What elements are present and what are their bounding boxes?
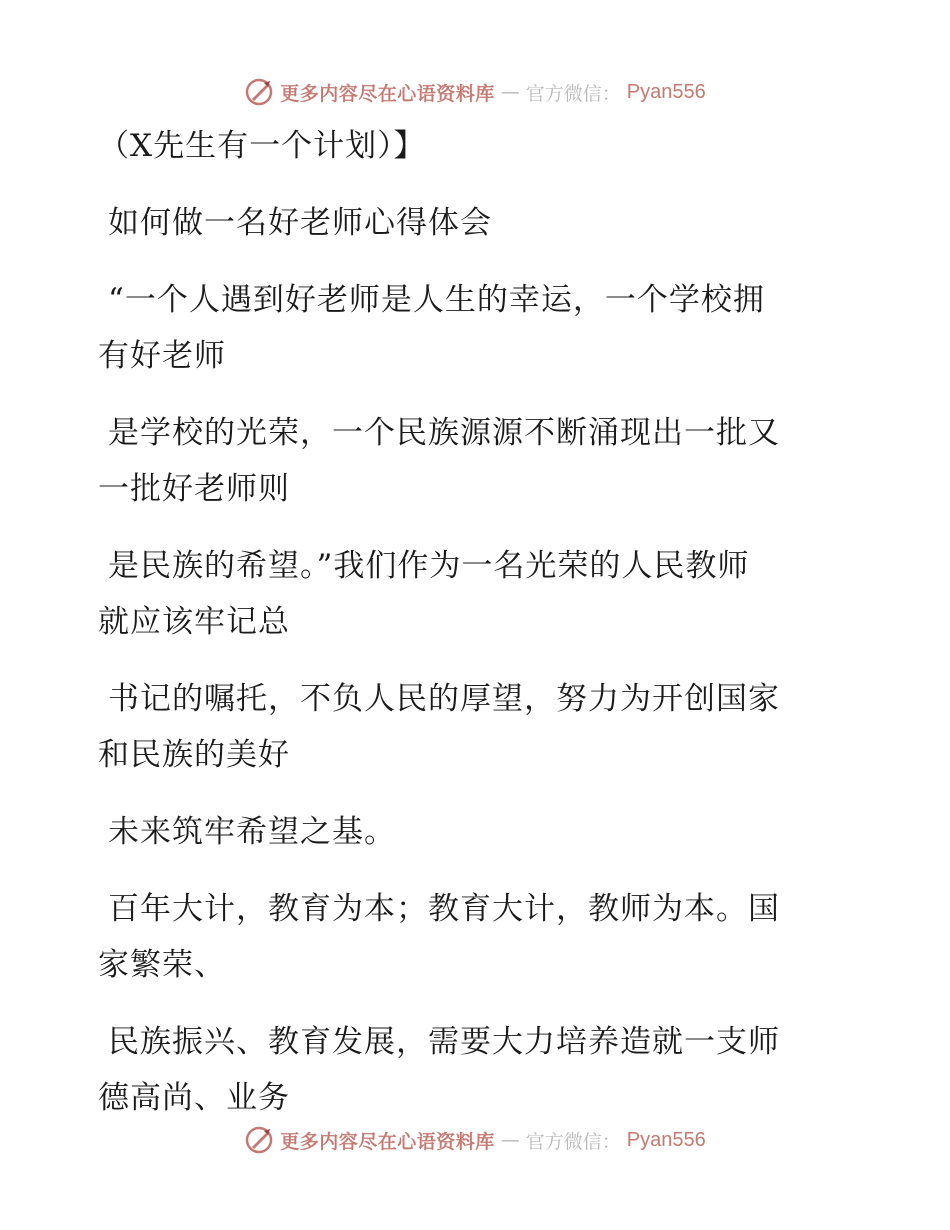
paragraph-line: “一个人遇到好老师是人生的幸运，一个学校拥 bbox=[108, 282, 765, 318]
watermark-site-text: 更多内容尽在心语资料库 bbox=[280, 1130, 495, 1153]
paragraph-line: 有好老师 bbox=[98, 338, 226, 374]
watermark-wechat-id: Pyan556 bbox=[626, 80, 706, 103]
document-body bbox=[98, 118, 838, 1147]
watermark-separator: — bbox=[500, 81, 520, 103]
watermark-wechat-label: 官方微信： bbox=[525, 82, 621, 105]
paragraph-line: 德高尚、业务 bbox=[98, 1080, 290, 1116]
quill-pen-logo-icon bbox=[244, 1125, 274, 1155]
paragraph-line: 家繁荣、 bbox=[98, 947, 226, 983]
paragraph-line: 民族振兴、教育发展，需要大力培养造就一支师 bbox=[108, 1024, 780, 1060]
paragraph bbox=[98, 881, 838, 993]
paragraph-line: （X先生有一个计划）】 bbox=[98, 128, 426, 164]
paragraph bbox=[98, 1014, 838, 1126]
watermark-site-text: 更多内容尽在心语资料库 bbox=[280, 82, 495, 105]
paragraph bbox=[98, 118, 838, 174]
paragraph bbox=[98, 538, 838, 650]
paragraph-line: 一批好老师则 bbox=[98, 471, 290, 507]
paragraph-line: 是学校的光荣，一个民族源源不断涌现出一批又 bbox=[108, 415, 780, 451]
paragraph bbox=[98, 804, 838, 860]
paragraph-line: 是民族的希望。”我们作为一名光荣的人民教师 bbox=[108, 548, 750, 584]
paragraph-line: 百年大计，教育为本；教育大计，教师为本。国 bbox=[108, 891, 780, 927]
quill-pen-logo-icon bbox=[244, 77, 274, 107]
header-watermark bbox=[0, 72, 950, 112]
paragraph-line: 就应该牢记总 bbox=[98, 604, 290, 640]
footer-watermark bbox=[0, 1120, 950, 1160]
paragraph bbox=[98, 272, 838, 384]
paragraph bbox=[98, 671, 838, 783]
watermark-separator: — bbox=[500, 1129, 520, 1151]
paragraph-line: 未来筑牢希望之基。 bbox=[108, 814, 396, 850]
watermark-wechat-label: 官方微信： bbox=[525, 1130, 621, 1153]
paragraph-line: 和民族的美好 bbox=[98, 737, 290, 773]
watermark-wechat-id: Pyan556 bbox=[626, 1128, 706, 1151]
paragraph-line: 如何做一名好老师心得体会 bbox=[108, 205, 492, 241]
paragraph bbox=[98, 405, 838, 517]
paragraph-line: 书记的嘱托，不负人民的厚望，努力为开创国家 bbox=[108, 681, 780, 717]
document-title bbox=[98, 195, 838, 251]
